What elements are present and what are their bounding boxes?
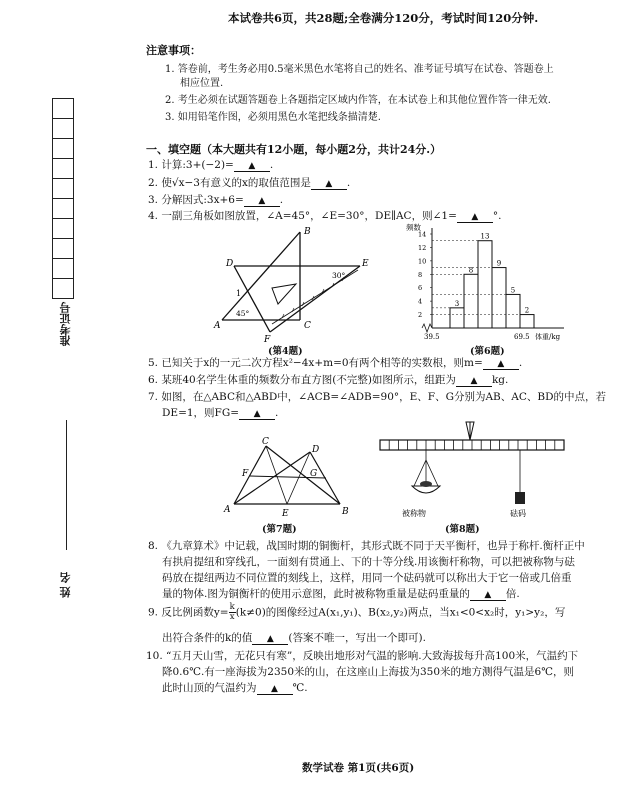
id-box — [52, 118, 74, 139]
answer-blank: ▲ — [252, 634, 288, 645]
label-d: D — [312, 445, 320, 455]
question-8-line4: 量的物体.图为铜衡杆的使用示意图，此时被称物重量是砝码重量的 ▲ 倍. — [162, 588, 520, 600]
notes-title: 注意事项： — [146, 44, 201, 57]
question-1: 1. 计算:3+(−2)= ▲ . — [148, 159, 274, 171]
answer-blank: ▲ — [456, 376, 492, 387]
question-3: 3. 分解因式:3x+6= ▲ . — [148, 194, 284, 206]
label-a: A — [224, 505, 231, 515]
histogram-y-tick: 14 — [418, 230, 427, 239]
histogram-bar-label: 13 — [480, 232, 490, 241]
label-a: A — [214, 321, 221, 331]
histogram-x-label: 体重/kg — [535, 333, 561, 341]
histogram-x-end: 69.5 — [514, 333, 530, 341]
label-object: 被称物 — [402, 509, 426, 518]
histogram-bar-label: 8 — [468, 266, 474, 275]
id-box — [52, 258, 74, 279]
question-5: 5. 已知关于x的一元二次方程x²−4x+m=0有两个相等的实数根，则m= ▲ . — [148, 357, 523, 369]
label-e: E — [362, 259, 369, 269]
caption-fig8: (第8题) — [445, 524, 480, 535]
question-10-line3: 此时山顶的气温约为 ▲ ℃. — [162, 682, 308, 694]
answer-blank: ▲ — [239, 409, 275, 420]
exam-id-boxes — [52, 98, 74, 298]
histogram-bar — [520, 315, 534, 328]
histogram-bar-label: 9 — [496, 259, 502, 268]
id-box — [52, 158, 74, 179]
note-1: 1. 答卷前，考生务必用0.5毫米黑色水笔将自己的姓名、准考证号填写在试卷、答题卷上 — [165, 64, 554, 75]
page-footer: 数学试卷 第1页(共6页) — [302, 762, 415, 774]
histogram-y-tick: 2 — [418, 311, 423, 320]
answer-blank: ▲ — [470, 590, 506, 601]
note-1-cont: 相应位置. — [180, 78, 224, 89]
question-2: 2. 使√x−3有意义的x的取值范围是 ▲ . — [148, 177, 351, 189]
caption-fig6: (第6题) — [470, 346, 505, 357]
label-b: B — [304, 227, 311, 237]
answer-blank: ▲ — [234, 161, 270, 172]
answer-blank: ▲ — [257, 684, 293, 695]
histogram-y-tick: 12 — [418, 243, 427, 252]
id-box — [52, 138, 74, 159]
question-10: 10. “五月天山雪，无花只有寒”，反映出地形对气温的影响.大致海拔每升高100米，气温约下 — [146, 650, 579, 662]
label-b: B — [342, 507, 349, 517]
id-box — [52, 278, 74, 299]
histogram-bar-label: 2 — [524, 306, 530, 315]
histogram-y-tick: 10 — [418, 257, 427, 266]
label-45: 45° — [236, 309, 250, 318]
caption-fig7: (第7题) — [262, 524, 297, 535]
question-6: 6. 某班40名学生体重的频数分布直方图(不完整)如图所示，组距为 ▲ kg. — [148, 374, 509, 386]
histogram-bar — [478, 241, 492, 328]
question-9-cont: 出符合条件的k的值 ▲ (答案不唯一，写出一个即可). — [162, 632, 426, 644]
answer-blank: ▲ — [244, 196, 280, 207]
name-label: 姓 名 — [59, 572, 72, 598]
label-g: G — [310, 469, 318, 479]
histogram-bar — [506, 294, 520, 328]
question-8: 8. 《九章算术》中记载，战国时期的铜衡杆，其形式既不同于天平衡杆，也异于称杆.衡杆正中 — [148, 540, 585, 552]
question-8-line3: 码放在提纽两边不同位置的刻线上，这样，用同一个砝码就可以称出大于它一倍或几倍重 — [162, 572, 572, 584]
id-box — [52, 198, 74, 219]
histogram-bar — [464, 274, 478, 328]
fraction-k-over-x: $\frac{k}{x}$ — [229, 602, 235, 622]
histogram-y-tick: 8 — [418, 270, 423, 279]
histogram-y-tick: 6 — [418, 284, 423, 293]
name-line — [66, 420, 67, 550]
histogram-bar-label: 5 — [510, 286, 516, 295]
question-4: 4. 一副三角板如图放置，∠A=45°，∠E=30°，DE∥AC，则∠1= ▲ °. — [148, 210, 502, 222]
exam-id-label: 准考证号 — [59, 302, 72, 346]
answer-blank: ▲ — [457, 212, 493, 223]
figure-7 — [222, 436, 352, 520]
question-10-line2: 降0.6℃.有一座海拔为2350米的山，在这座山上海拔为350米的地方测得气温是6℃，则 — [162, 666, 574, 678]
caption-fig4: (第4题) — [268, 346, 303, 357]
id-box — [52, 98, 74, 119]
note-2: 2. 考生必须在试题答题卷上各题指定区域内作答，在本试卷上和其他位置作答一律无效. — [165, 95, 551, 106]
answer-blank: ▲ — [483, 359, 519, 370]
histogram-y-label: 频数 — [406, 223, 421, 232]
id-box — [52, 238, 74, 259]
label-e: E — [282, 509, 289, 519]
question-9: 9. 反比例函数y= $\frac{k}{x}$ (k≠0)的图像经过A(x₁,y₁)、B(x₂,y₂)两点，当x₁<0<x₂时，y₁>y₂，写 — [148, 602, 566, 622]
label-d: D — [226, 259, 234, 269]
histogram-bar-label: 3 — [454, 299, 460, 308]
question-7-cont: DE=1，则FG= ▲ . — [162, 407, 279, 419]
figure-6-histogram — [404, 220, 582, 342]
label-weight: 砝码 — [510, 509, 526, 518]
id-box — [52, 178, 74, 199]
note-3: 3. 如用铅笔作图，必须用黑色水笔把线条描清楚. — [165, 112, 381, 123]
histogram-y-tick: 4 — [418, 297, 423, 306]
section-title: 一、填空题（本大题共有12小题，每小题2分，共计24分.） — [146, 143, 442, 156]
exam-header: 本试卷共6页，共28题;全卷满分120分，考试时间120分钟. — [228, 11, 539, 25]
question-7: 7. 如图，在△ABC和△ABD中，∠ACB=∠ADB=90°，E、F、G分别为AB、AC、BD的中点，若 — [148, 391, 607, 403]
label-f: F — [264, 335, 271, 344]
answer-blank: ▲ — [311, 179, 347, 190]
histogram-bar — [450, 308, 464, 328]
figure-8 — [374, 420, 574, 524]
figure-4 — [212, 224, 372, 344]
label-f: F — [242, 469, 249, 479]
label-c: C — [262, 437, 269, 447]
label-30: 30° — [332, 271, 346, 280]
histogram-bar — [492, 268, 506, 328]
histogram-x-start: 39.5 — [424, 333, 440, 341]
question-8-line2: 有拱肩提纽和穿线孔，一面刻有贯通上、下的十等分线.用该衡杆称物，可以把被称物与砝 — [162, 556, 575, 568]
label-c: C — [304, 321, 311, 331]
id-box — [52, 218, 74, 239]
label-angle-1: 1 — [236, 289, 242, 298]
